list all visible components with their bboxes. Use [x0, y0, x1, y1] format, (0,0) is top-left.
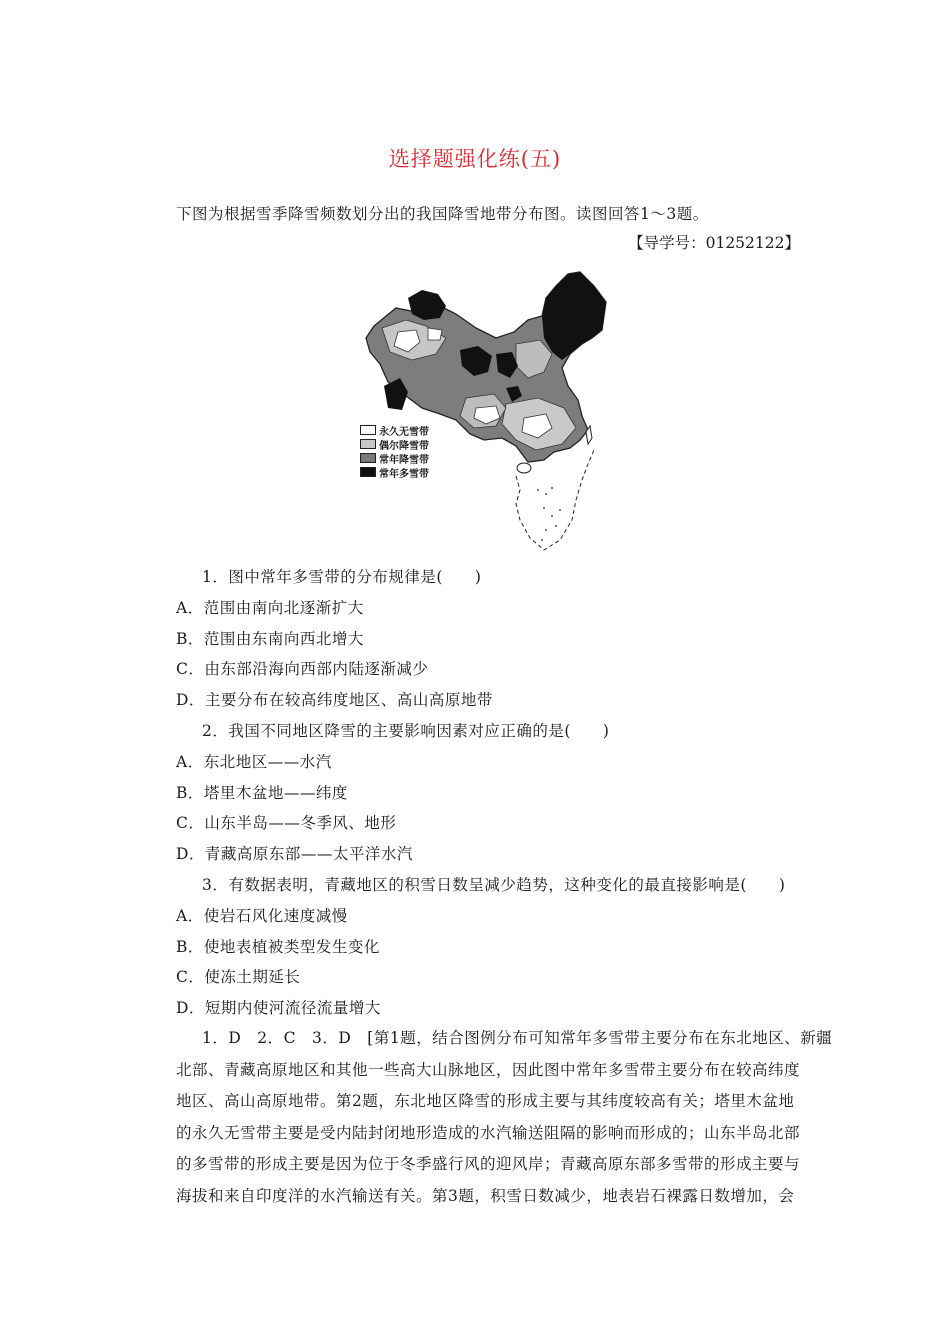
option-d: D．主要分布在较高纬度地区、高山高原地带: [176, 691, 493, 710]
option-d: D．青藏高原东部——太平洋水汽: [176, 845, 413, 864]
option-a: A．东北地区——水汽: [176, 752, 332, 771]
question-stem: 3．有数据表明，青藏地区的积雪日数呈减少趋势，这种变化的最直接影响是( ): [202, 875, 786, 894]
legend-item: [360, 423, 429, 437]
legend-swatch: [360, 467, 376, 477]
legend-item: [360, 451, 429, 465]
answer-line: 北部、青藏高原地区和其他一些高大山脉地区，因此图中常年多雪带主要分布在较高纬度: [176, 1060, 801, 1079]
answer-explanation: [176, 1023, 833, 1213]
option-c: C．山东半岛——冬季风、地形: [176, 814, 397, 833]
snowfall-zone-map: [356, 268, 616, 558]
map-region-white-4: [428, 328, 442, 340]
answer-line: 海拔和来自印度洋的水汽输送有关。第3题，积雪日数减少，地表岩石裸露日数增加，会: [176, 1186, 795, 1205]
option-a: A．范围由南向北逐渐扩大: [176, 598, 364, 617]
legend-label: 常年多雪带: [379, 468, 429, 480]
option-c: C．使冻土期延长: [176, 968, 301, 987]
legend-swatch: [360, 453, 376, 463]
option-b: B．塔里木盆地——纬度: [176, 783, 348, 802]
legend-item: [360, 465, 429, 479]
legend-label: 偶尔降雪带: [379, 440, 429, 452]
option-a: A．使岩石风化速度减慢: [176, 906, 348, 925]
option-b: B．范围由东南向西北增大: [176, 629, 364, 648]
question-list: [176, 562, 796, 1024]
option-b: B．使地表植被类型发生变化: [176, 937, 380, 956]
answer-line: 地区、高山高原地带。第2题，东北地区降雪的形成主要与其纬度较高有关；塔里木盆地: [176, 1092, 795, 1111]
map-legend: [360, 423, 429, 479]
answer-line: 1．D 2．C 3．D [第1题，结合图例分布可知常年多雪带主要分布在东北地区、新疆: [202, 1029, 833, 1047]
answer-line: 的永久无雪带主要是受内陆封闭地形造成的水汽输送阻隔的影响而形成的；山东半岛北部: [176, 1123, 801, 1142]
legend-swatch: [360, 439, 376, 449]
legend-label: 常年降雪带: [379, 454, 429, 466]
answer-line: 的多雪带的形成主要是因为位于冬季盛行风的迎风岸；青藏高原东部多雪带的形成主要与: [176, 1155, 801, 1174]
guide-number: 【导学号：01252122】: [628, 234, 800, 252]
map-hainan: [517, 463, 531, 473]
option-c: C．由东部沿海向西部内陆逐渐减少: [176, 660, 429, 679]
legend-label: 永久无雪带: [379, 426, 429, 438]
question-stem: 2．我国不同地区降雪的主要影响因素对应正确的是( ): [202, 721, 610, 740]
legend-item: [360, 437, 429, 451]
question-stem: 1．图中常年多雪带的分布规律是( ): [202, 568, 482, 586]
map-region-black-northeast: [542, 272, 606, 360]
option-d: D．短期内使河流径流量增大: [176, 999, 381, 1018]
legend-swatch: [360, 425, 376, 435]
page-title: 选择题强化练(五): [388, 147, 562, 171]
intro-paragraph: 下图为根据雪季降雪频数划分出的我国降雪地带分布图。读图回答1～3题。: [176, 205, 709, 223]
